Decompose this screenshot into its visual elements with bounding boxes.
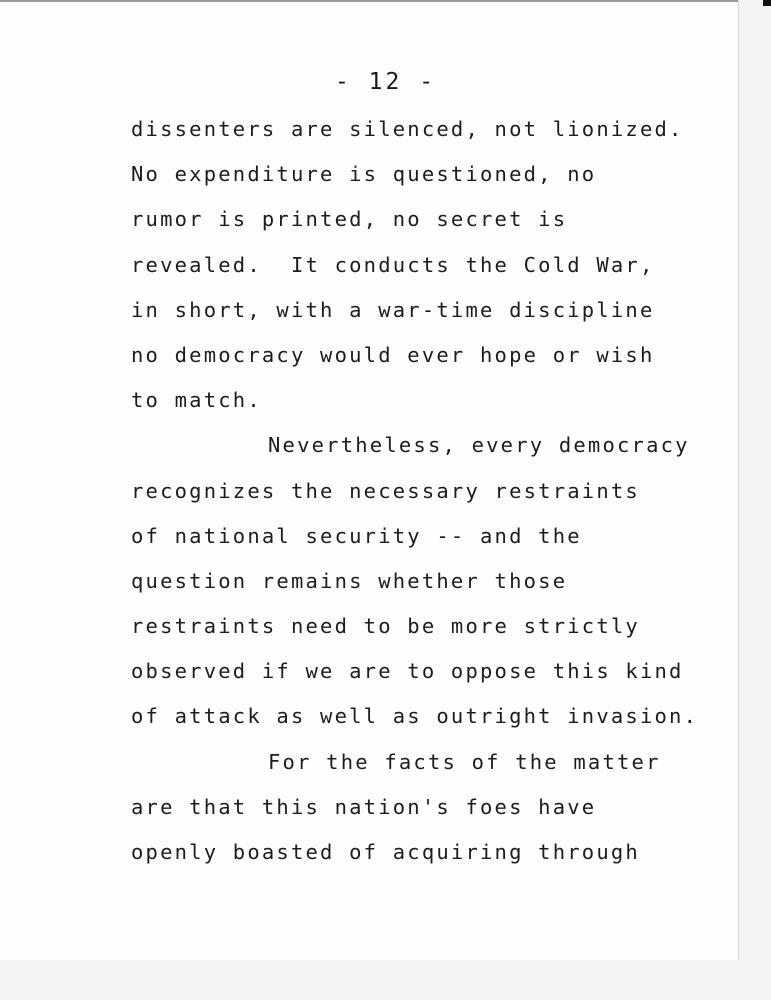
text-line: observed if we are to oppose this kind [131,659,684,684]
text-line: No expenditure is questioned, no [131,162,597,187]
text-line: in short, with a war-time discipline [131,297,655,322]
page-number: - 12 - [334,69,437,95]
text-line: of national security -- and the [131,523,582,548]
text-line: openly boasted of acquiring through [131,840,640,864]
paragraph-start-line: For the facts of the matter [268,749,661,774]
text-line: revealed. It conducts the Cold War, [131,252,655,277]
text-line: to match. [131,388,262,413]
text-line: no democracy would ever hope or wish [131,342,655,367]
text-line: restraints need to be more strictly [131,614,640,639]
text-line: rumor is printed, no secret is [131,207,568,232]
text-line: are that this nation's foes have [131,794,597,819]
text-line: question remains whether those [131,568,568,593]
paragraph-start-line: Nevertheless, every democracy [268,433,690,458]
body-text [131,113,731,881]
text-line: of attack as well as outright invasion. [131,704,699,729]
text-line: dissenters are silenced, not lionized. [131,117,684,141]
scan-edge-mark [763,0,771,6]
text-line: recognizes the necessary restraints [131,478,640,503]
